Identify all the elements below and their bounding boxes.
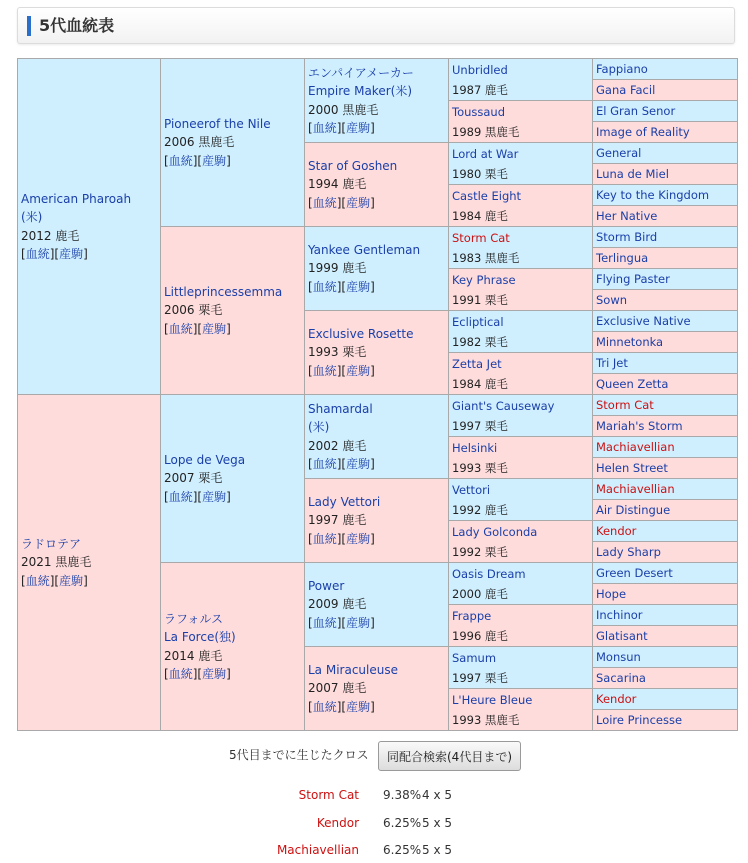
cross-generations: 4 x 5 — [422, 788, 452, 802]
horse-name-link[interactable]: Inchinor — [596, 608, 643, 622]
ancestor-cell-gen4 — [449, 437, 593, 479]
cross-row — [0, 841, 748, 859]
produce-link[interactable]: 産駒 — [346, 615, 371, 630]
pedigree-link[interactable]: 血統 — [312, 531, 337, 546]
ancestor-cell-gen4 — [449, 101, 593, 143]
pedigree-link[interactable]: 血統 — [312, 195, 337, 210]
horse-name-link[interactable]: Machiavellian — [596, 440, 675, 454]
pedigree-link[interactable]: 血統 — [312, 615, 337, 630]
horse-name-link[interactable]: Tri Jet — [596, 356, 628, 370]
horse-name-link[interactable]: Giant's Causeway — [452, 398, 555, 413]
ancestor-cell-gen5 — [593, 710, 738, 731]
same-breeding-search-button[interactable]: 同配合検索(4代目まで) — [378, 741, 521, 771]
horse-name-link[interactable]: American Pharoah — [21, 191, 132, 206]
ancestor-cell-gen5 — [593, 626, 738, 647]
produce-link[interactable]: 産駒 — [346, 195, 371, 210]
produce-link[interactable]: 産駒 — [346, 699, 371, 714]
horse-name-link[interactable]: Storm Cat — [596, 398, 654, 412]
produce-link[interactable]: 産駒 — [59, 247, 84, 261]
horse-name-link[interactable]: Toussaud — [452, 104, 506, 119]
ancestor-cell-gen5 — [593, 479, 738, 500]
horse-name-link[interactable]: Kendor — [596, 524, 637, 538]
cross-label: 5代目までに生じたクロス — [229, 748, 369, 762]
horse-links: [血統][産駒] — [164, 667, 231, 681]
pedigree-row — [18, 59, 738, 80]
horse-links: [血統][産駒] — [308, 279, 375, 294]
horse-links: [血統][産駒] — [308, 615, 375, 630]
horse-year-color: 1980 栗毛 — [452, 166, 508, 181]
ancestor-cell-gen3 — [305, 227, 449, 311]
horse-links: [血統][産駒] — [308, 121, 375, 135]
ancestor-cell-gen3 — [305, 479, 449, 563]
horse-name-link[interactable]: Loire Princesse — [596, 713, 683, 727]
ancestor-cell-gen5 — [593, 584, 738, 605]
horse-name-link[interactable]: Sacarina — [596, 671, 646, 685]
ancestor-cell-gen5 — [593, 185, 738, 206]
ancestor-cell-gen5 — [593, 122, 738, 143]
cross-percent: 6.25% — [383, 816, 422, 830]
horse-name-link[interactable]: (米) — [21, 210, 43, 224]
horse-name-link[interactable]: Yankee Gentleman — [308, 242, 421, 257]
cross-generations: 5 x 5 — [422, 816, 452, 830]
horse-name-link[interactable]: Lord at War — [452, 146, 519, 161]
cross-percent: 6.25% — [383, 843, 422, 857]
ancestor-cell-gen2 — [161, 59, 305, 227]
ancestor-cell-gen4 — [449, 143, 593, 185]
ancestor-cell-gen5 — [593, 395, 738, 416]
ancestor-cell-gen5 — [593, 311, 738, 332]
horse-name-link[interactable]: Mariah's Storm — [596, 419, 683, 433]
horse-year-color: 2006 黒鹿毛 — [164, 135, 235, 150]
ancestor-cell-gen3 — [305, 59, 449, 143]
horse-name-link[interactable]: Gana Facil — [596, 83, 656, 97]
horse-name-link[interactable]: Lady Golconda — [452, 524, 538, 539]
ancestor-cell-gen4 — [449, 689, 593, 731]
horse-name-link[interactable]: Minnetonka — [596, 335, 664, 349]
ancestor-cell-gen4 — [449, 605, 593, 647]
ancestor-cell-gen4 — [449, 311, 593, 353]
horse-name-link[interactable]: Green Desert — [596, 566, 673, 580]
horse-year-color: 1984 鹿毛 — [452, 208, 508, 223]
ancestor-cell-gen1 — [18, 59, 161, 395]
horse-name-link[interactable]: Helsinki — [452, 440, 498, 455]
horse-links: [血統][産駒] — [164, 153, 231, 168]
horse-links: [血統][産駒] — [308, 363, 375, 378]
horse-name-link[interactable]: Hope — [596, 587, 627, 601]
horse-name-link[interactable]: Pioneerof the Nile — [164, 116, 271, 131]
horse-year-color: 1983 黒鹿毛 — [452, 250, 520, 265]
horse-name-link[interactable]: Glatisant — [596, 629, 648, 643]
produce-link[interactable]: 産駒 — [346, 363, 371, 378]
ancestor-cell-gen3 — [305, 143, 449, 227]
ancestor-cell-gen2 — [161, 227, 305, 395]
ancestor-cell-gen5 — [593, 227, 738, 248]
horse-name-link[interactable]: (米) — [308, 420, 330, 434]
produce-link[interactable]: 産駒 — [346, 531, 371, 546]
horse-year-color: 1992 鹿毛 — [452, 502, 508, 517]
horse-name-link[interactable]: Monsun — [596, 650, 641, 664]
horse-year-color: 1997 栗毛 — [452, 670, 508, 685]
pedigree-link[interactable]: 血統 — [312, 699, 337, 714]
produce-link[interactable]: 産駒 — [202, 489, 227, 504]
cross-generations: 5 x 5 — [422, 843, 452, 857]
page-title: 5代血統表 — [39, 16, 115, 35]
horse-year-color: 2002 鹿毛 — [308, 438, 367, 453]
horse-links: [血統][産駒] — [308, 699, 375, 714]
horse-name-link[interactable]: General — [596, 146, 642, 160]
produce-link[interactable]: 産駒 — [346, 457, 371, 471]
pedigree-link[interactable]: 血統 — [25, 573, 50, 588]
horse-name-link[interactable]: Queen Zetta — [596, 377, 669, 391]
horse-name-link[interactable]: Storm Cat — [452, 230, 510, 245]
pedigree-link[interactable]: 血統 — [312, 457, 337, 471]
cross-horse-link[interactable]: Storm Cat — [298, 788, 359, 802]
horse-year-color: 1997 鹿毛 — [308, 513, 367, 528]
horse-year-color: 1992 栗毛 — [452, 544, 508, 559]
horse-name-link[interactable]: Ecliptical — [452, 314, 504, 329]
ancestor-cell-gen5 — [593, 563, 738, 584]
horse-name-link[interactable]: Air Distingue — [596, 503, 671, 517]
horse-name-link[interactable]: Oasis Dream — [452, 566, 526, 581]
cross-row — [0, 786, 748, 804]
horse-links: [血統][産駒] — [21, 247, 88, 261]
horse-links: [血統][産駒] — [21, 573, 88, 588]
horse-year-color: 2007 鹿毛 — [308, 681, 367, 696]
produce-link[interactable]: 産駒 — [202, 321, 227, 336]
ancestor-cell-gen5 — [593, 206, 738, 227]
horse-name-link[interactable]: Helen Street — [596, 461, 668, 475]
ancestor-cell-gen3 — [305, 563, 449, 647]
horse-name-link[interactable]: Lady Vettori — [308, 494, 381, 509]
ancestor-cell-gen4 — [449, 563, 593, 605]
horse-year-color: 1991 栗毛 — [452, 292, 508, 307]
ancestor-cell-gen5 — [593, 248, 738, 269]
horse-name-link[interactable]: Lope de Vega — [164, 452, 246, 467]
horse-year-color: 1987 鹿毛 — [452, 82, 508, 97]
ancestor-cell-gen2 — [161, 563, 305, 731]
horse-name-link[interactable]: Kendor — [596, 692, 637, 706]
ancestor-cell-gen4 — [449, 59, 593, 101]
horse-year-color: 1993 栗毛 — [452, 460, 508, 475]
horse-year-color: 2000 鹿毛 — [452, 586, 508, 601]
ancestor-cell-gen5 — [593, 437, 738, 458]
horse-name-link[interactable]: La Force(独) — [164, 630, 236, 644]
horse-name-link[interactable]: ラフォルス — [164, 611, 224, 626]
horse-name-link[interactable]: Empire Maker(米) — [308, 84, 412, 98]
horse-year-color: 1994 鹿毛 — [308, 177, 367, 192]
pedigree-link[interactable]: 血統 — [168, 153, 193, 168]
cross-row — [0, 814, 748, 832]
ancestor-cell-gen4 — [449, 353, 593, 395]
ancestor-cell-gen5 — [593, 458, 738, 479]
ancestor-cell-gen5 — [593, 374, 738, 395]
horse-name-link[interactable]: L'Heure Bleue — [452, 692, 533, 707]
ancestor-cell-gen5 — [593, 668, 738, 689]
ancestor-cell-gen5 — [593, 605, 738, 626]
horse-name-link[interactable]: Frappe — [452, 608, 492, 623]
horse-name-link[interactable]: Star of Goshen — [308, 158, 398, 173]
produce-link[interactable]: 産駒 — [346, 279, 371, 294]
cross-horse-link[interactable]: Kendor — [316, 816, 359, 830]
ancestor-cell-gen5 — [593, 500, 738, 521]
header-accent-bar — [27, 16, 31, 36]
pedigree-link[interactable]: 血統 — [168, 667, 193, 681]
horse-name-link[interactable]: Castle Eight — [452, 188, 522, 203]
produce-link[interactable]: 産駒 — [59, 573, 84, 588]
horse-links: [血統][産駒] — [308, 531, 375, 546]
horse-name-link[interactable]: El Gran Senor — [596, 104, 676, 118]
ancestor-cell-gen5 — [593, 101, 738, 122]
pedigree-link[interactable]: 血統 — [168, 321, 193, 336]
horse-name-link[interactable]: Key to the Kingdom — [596, 188, 710, 202]
horse-year-color: 1993 栗毛 — [308, 345, 367, 360]
ancestor-cell-gen5 — [593, 59, 738, 80]
ancestor-cell-gen1 — [18, 395, 161, 731]
pedigree-link[interactable]: 血統 — [168, 489, 193, 504]
produce-link[interactable]: 産駒 — [346, 121, 371, 135]
horse-links: [血統][産駒] — [308, 457, 375, 471]
horse-name-link[interactable]: Her Native — [596, 209, 658, 223]
ancestor-cell-gen2 — [161, 395, 305, 563]
horse-name-link[interactable]: Littleprincessemma — [164, 284, 283, 299]
ancestor-cell-gen5 — [593, 290, 738, 311]
pedigree-row — [18, 395, 738, 416]
horse-name-link[interactable]: Terlingua — [596, 251, 649, 265]
pedigree-link[interactable]: 血統 — [312, 363, 337, 378]
horse-year-color: 1996 鹿毛 — [452, 628, 508, 643]
ancestor-cell-gen5 — [593, 542, 738, 563]
horse-name-link[interactable]: Exclusive Native — [596, 314, 691, 328]
ancestor-cell-gen5 — [593, 521, 738, 542]
ancestor-cell-gen5 — [593, 353, 738, 374]
produce-link[interactable]: 産駒 — [202, 153, 227, 168]
ancestor-cell-gen5 — [593, 416, 738, 437]
horse-name-link[interactable]: Image of Reality — [596, 125, 690, 139]
ancestor-cell-gen5 — [593, 80, 738, 101]
horse-name-link[interactable]: Storm Bird — [596, 230, 658, 244]
horse-links: [血統][産駒] — [164, 489, 231, 504]
ancestor-cell-gen4 — [449, 479, 593, 521]
ancestor-cell-gen5 — [593, 647, 738, 668]
section-header — [17, 7, 735, 44]
horse-name-link[interactable]: Sown — [596, 293, 628, 307]
ancestor-cell-gen5 — [593, 689, 738, 710]
horse-year-color: 2007 栗毛 — [164, 471, 223, 486]
horse-name-link[interactable]: Vettori — [452, 482, 491, 497]
ancestor-cell-gen4 — [449, 647, 593, 689]
horse-year-color: 1997 栗毛 — [452, 418, 508, 433]
horse-links: [血統][産駒] — [308, 195, 375, 210]
ancestor-cell-gen3 — [305, 311, 449, 395]
horse-name-link[interactable]: Exclusive Rosette — [308, 326, 414, 341]
horse-name-link[interactable]: Lady Sharp — [596, 545, 661, 559]
horse-links: [血統][産駒] — [164, 321, 231, 336]
pedigree-link[interactable]: 血統 — [312, 279, 337, 294]
horse-name-link[interactable]: Power — [308, 578, 345, 593]
ancestor-cell-gen5 — [593, 143, 738, 164]
horse-year-color: 2000 黒鹿毛 — [308, 102, 379, 117]
horse-name-link[interactable]: エンパイアメーカー — [308, 65, 414, 80]
cross-horse-link[interactable]: Machiavellian — [276, 843, 359, 857]
horse-name-link[interactable]: Flying Paster — [596, 272, 670, 286]
horse-year-color: 1984 鹿毛 — [452, 376, 508, 391]
horse-year-color: 1993 黒鹿毛 — [452, 712, 520, 727]
ancestor-cell-gen4 — [449, 227, 593, 269]
horse-name-link[interactable]: Fappiano — [596, 62, 648, 76]
horse-year-color: 2006 栗毛 — [164, 303, 223, 318]
horse-name-link[interactable]: Zetta Jet — [452, 356, 502, 371]
ancestor-cell-gen4 — [449, 395, 593, 437]
horse-year-color: 1999 鹿毛 — [308, 261, 367, 276]
horse-year-color: 2012 鹿毛 — [21, 228, 80, 243]
ancestor-cell-gen5 — [593, 269, 738, 290]
horse-name-link[interactable]: Unbridled — [452, 62, 508, 77]
ancestor-cell-gen4 — [449, 269, 593, 311]
horse-name-link[interactable]: Luna de Miel — [596, 167, 669, 181]
ancestor-cell-gen4 — [449, 185, 593, 227]
cross-percent: 9.38% — [383, 788, 422, 802]
ancestor-cell-gen5 — [593, 332, 738, 353]
horse-year-color: 1989 黒鹿毛 — [452, 124, 520, 139]
horse-name-link[interactable]: Key Phrase — [452, 272, 516, 287]
horse-name-link[interactable]: La Miraculeuse — [308, 662, 398, 677]
horse-name-link[interactable]: Machiavellian — [596, 482, 675, 496]
ancestor-cell-gen4 — [449, 521, 593, 563]
ancestor-cell-gen3 — [305, 395, 449, 479]
horse-year-color: 2009 鹿毛 — [308, 597, 367, 612]
horse-year-color: 1982 栗毛 — [452, 334, 508, 349]
pedigree-link[interactable]: 血統 — [312, 121, 337, 135]
pedigree-link[interactable]: 血統 — [25, 247, 50, 261]
horse-name-link[interactable]: Shamardal — [308, 401, 373, 416]
horse-name-link[interactable]: ラドロテア — [21, 536, 82, 551]
ancestor-cell-gen5 — [593, 164, 738, 185]
horse-name-link[interactable]: Samum — [452, 650, 497, 665]
produce-link[interactable]: 産駒 — [202, 667, 227, 681]
horse-year-color: 2014 鹿毛 — [164, 648, 223, 663]
ancestor-cell-gen3 — [305, 647, 449, 731]
pedigree-table — [17, 58, 738, 731]
horse-year-color: 2021 黒鹿毛 — [21, 555, 92, 570]
